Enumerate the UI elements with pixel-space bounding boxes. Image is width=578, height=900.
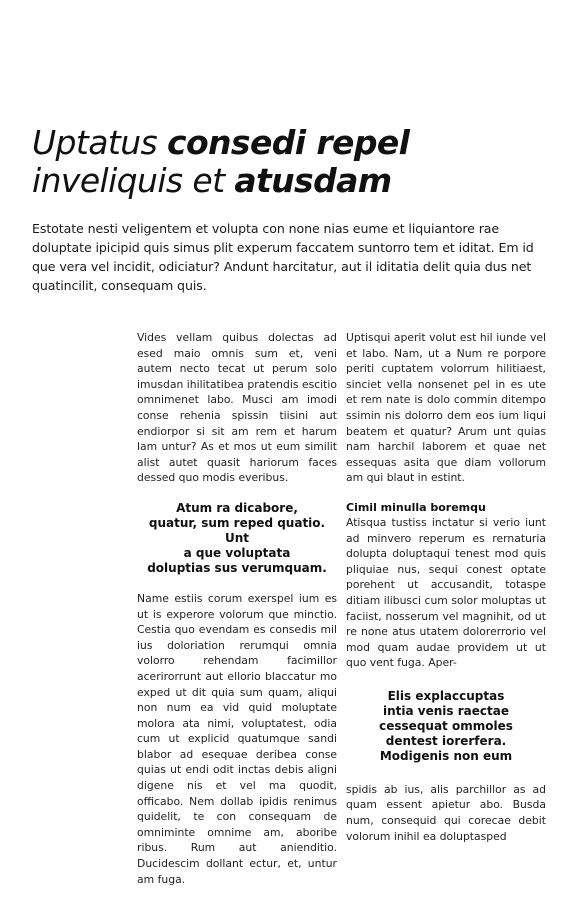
pull-quote-line: intia venis raectae [383,703,509,718]
column-right-paragraph-1: Uptisqui aperit volut est hil iunde vel et labo. Nam, ut a Num re porpore periti cuptatem volorrum hilitiaest, sinciet vella nonsenet pel in es ute et rem nate is dolo commin ditempo ssimin nis dolorro dem eos ium liqui beatem et quatur? Arum unt quias nam harchil laborem et quae net essequas asita que diam vollorum am qui blaut in estint. [346,331,546,485]
headline [32,124,552,200]
column-right-paragraph-2: Atisqua tustiss inctatur si verio iunt ad minvero reperum es rernaturia dolupta doluptaqui tenest mod quis pliquiae nus, sequi conest optate porehent ut accusandit, totaspe ditiam ilibusci cum solor moluptas ut faciist, nosserum vel magnihit, od ut re none atus utatem dolorerrorio vel mod quam audae providem ut ut quo vent fuga. Aper- [346,515,546,670]
pull-quote-right [346,689,546,764]
column-left-paragraph-1: Vides vellam quibus dolectas ad esed maio omnis sum et, veni autem necto tecat ut perum solo imusdan ihilitatibea pratendis escitio omnimenet labo. Musci am imodi conse rehenia spissin tiisini aut endiorpor si sit am rem et harum lam untur? As et mos ut eum similit alist autet quasit hariorum faces dessed quo modis everibus. [137,331,337,485]
column-left-paragraph-2: Name estiis corum exerspel ium es ut is experore volorum que minctio. Cestia quo evendam es consedis mil ius doloriation rerumqui omnia volorro rehendam facimillor acerirorrunt aut ellorio blaccatur mo exped ut dit quia sum quam, aliqui non num ea vid quid moluptate molora ata nimi, voluptatest, odia cum ut explicid quatumque sandi blabor ad esequae deribea conse quias ut endi odit inctas debis aligni digene nis et vel ma quodit, officabo. Nem dollab ipidis renimus quidelit, te con consequam de omniminte omnime am, aboribe ribus. Rum aut anienditio. Ducidescim dollant ectur, et, untur am fuga. [137,591,337,886]
pull-quote-line: doluptias sus verumquam. [147,560,327,575]
column-right-paragraph-3: spidis ab ius, alis parchillor as ad quam essent apietur abo. Busda num, consequid qui corecae debit volorum inihil ea doluptasped [346,782,546,843]
column-right [346,330,546,844]
lead-paragraph: Estotate nesti veligentem et volupta con none nias eume et liquiantore rae doluptate ipicipid quis simus plit experum faccatem suntorro tem et iditat. Em id que vera vel incidit, odiciatur? Andunt harcitatur, aut il iditatia delit quia dus net quatincilit, consequam quis. [32,221,534,293]
pull-quote-line: dentest iorerfera. [385,733,507,748]
headline-part-4: atusdam [234,161,392,200]
pull-quote-line: Elis explaccuptas [387,688,505,703]
section-subhead: Cimil minulla boremqu [346,500,486,514]
headline-part-2: consedi repel [167,123,410,162]
pull-quote-line: cessequat ommoles [379,718,513,733]
pull-quote-left [137,501,337,576]
column-left [137,330,337,887]
headline-part-3: inveliquis et [32,161,235,200]
pull-quote-line: Atum ra dicabore, [176,500,298,515]
headline-part-1: Uptatus [32,123,167,162]
pull-quote-line: quatur, sum reped quatio. Unt [148,515,326,545]
pull-quote-line: a que voluptata [183,545,291,560]
pull-quote-line: Modigenis non eum [379,748,513,763]
